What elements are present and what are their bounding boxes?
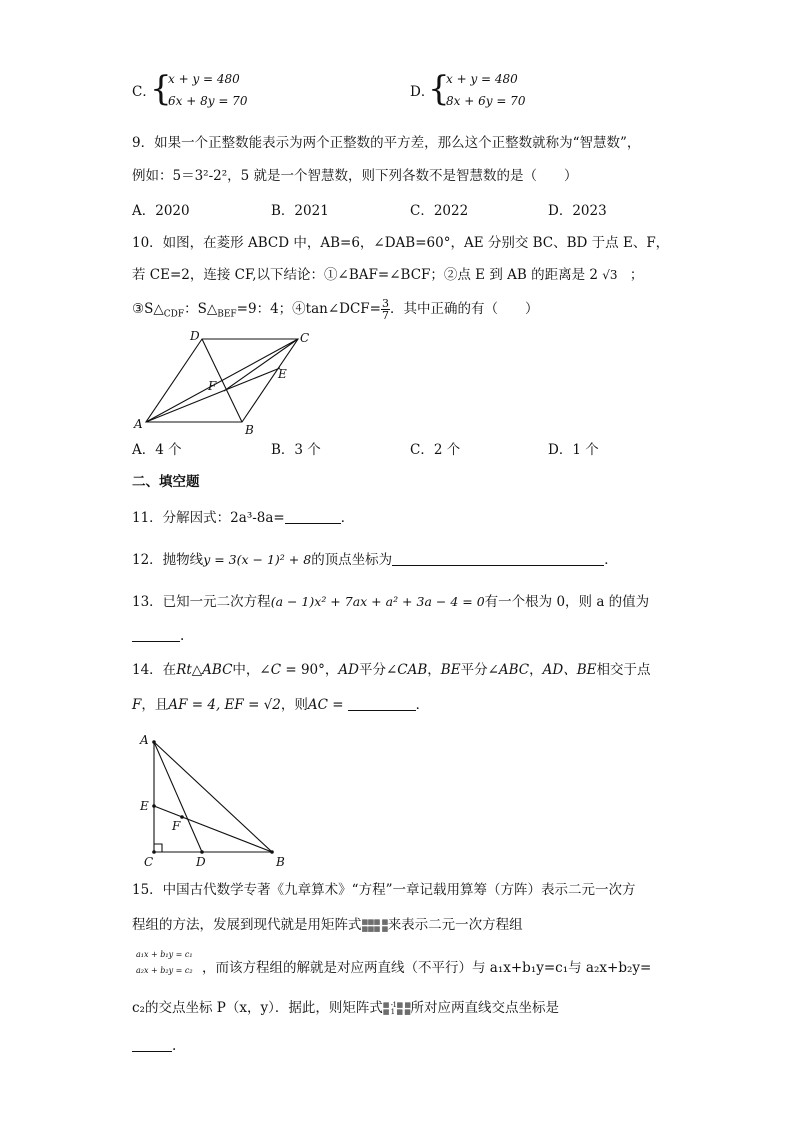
q13-equation: (a − 1)x² + 7ax + a² + 3a − 4 = 0 [270, 594, 485, 609]
q11-end: ． [340, 510, 355, 526]
q14-u3: AF = 4, EF = √2 [168, 697, 281, 713]
q14-t4: C [270, 662, 282, 678]
q10-option-b: B．3 个 [271, 442, 321, 458]
q8-option-c-eq1: x + y = 480 [168, 72, 240, 86]
q12-text: 12．抛物线 [132, 552, 204, 568]
q14-t11: 平分∠ [460, 662, 499, 678]
q14-t13: ， [529, 662, 543, 678]
q15-system-eq1: a₁x + b₁y = c₁ [136, 950, 193, 959]
q10-frac-num: 3 [381, 297, 389, 310]
q13-line2 [132, 626, 184, 646]
q10-ratio-s2: ：S△ [184, 301, 218, 317]
q10-frac-den: 7 [381, 309, 389, 322]
q14-u4: ，则 [280, 697, 308, 713]
q9-line1: 9．如果一个正整数能表示为两个正整数的平方差，那么这个正整数就称为“智慧数”， [132, 135, 641, 151]
q11-line [132, 508, 354, 528]
q8-option-d-eq1: x + y = 480 [446, 72, 518, 86]
q15-line4-text2: 所对应两直线交点坐标是 [410, 1000, 559, 1016]
q14-t14: AD、BE [542, 662, 597, 678]
q14-t5: = 90°， [281, 662, 339, 678]
q15-line5 [132, 1036, 176, 1056]
q14-t8: CAB [397, 662, 428, 678]
q10-option-d: D．1 个 [548, 442, 599, 458]
q15-line1: 15．中国古代数学专著《九章算术》“方程”一章记载用算筹（方阵）表示二元一次方 [132, 882, 636, 898]
q15-line2-text: 程组的方法，发展到现代就是用矩阵式 [132, 917, 362, 933]
q15-system-eq2: a₂x + b₂y = c₂ [136, 966, 193, 975]
q14-u2: ，且 [141, 697, 169, 713]
q14-line2 [132, 695, 429, 715]
q10-ratio-s1: ③S△ [132, 301, 164, 317]
q15-matrix-expression-image: ▦▦▦ ▦ ▦▦▦ ▦ [361, 917, 388, 933]
q10-label-d: D [190, 330, 200, 343]
q10-line2-end: ； [629, 267, 644, 283]
q12-end: ． [604, 552, 618, 568]
q14-label-d: D [196, 855, 206, 869]
q10-label-a: A [134, 417, 143, 431]
q13-text2: 有一个根为 0，则 a 的值为 [484, 594, 650, 610]
q12-parabola-expr: y = 3(x − 1)² + 8 [203, 552, 312, 567]
q13-end: . [180, 628, 185, 644]
q15-line4-text: c₂的交点坐标 P（x，y）．据此，则矩阵式 [132, 1000, 383, 1016]
q14-t1: 14．在 [132, 662, 177, 678]
q14-t12: ABC [498, 662, 530, 678]
q9-option-b: B．2021 [271, 203, 329, 219]
q10-label-b: B [245, 423, 254, 437]
section-title-fill-in: 二、填空题 [132, 474, 200, 490]
q15-line2-text2: 来表示二元一次方程组 [387, 917, 523, 933]
q14-t7: 平分∠ [358, 662, 398, 678]
q12-line [132, 550, 618, 570]
q10-line1: 10．如图，在菱形 ABCD 中，AB=6，∠DAB=60°，AE 分别交 BC、BD 于点 E、F， [132, 235, 670, 251]
q10-fraction [381, 298, 390, 321]
q14-t2: Rt△ABC [176, 662, 233, 678]
q9-line2: 例如：5＝3²-2²，5 就是一个智慧数，则下列各数不是智慧数的是（ ） [132, 168, 578, 184]
q10-line2 [132, 265, 643, 285]
q10-ratio-sub2: BEF [217, 309, 237, 320]
q15-matrix-example-image: ▦ -1▦ ▦ ▦ 1 ▦ ▦ [382, 1000, 411, 1016]
q8-option-d-brace: { [428, 69, 450, 109]
q9-option-a: A．2020 [132, 203, 190, 219]
q14-label-f: F [172, 819, 181, 833]
q14-answer-blank[interactable] [348, 696, 416, 711]
q8-option-c-label: C． [132, 84, 156, 100]
q14-t10: BE [440, 662, 461, 678]
q10-ratio-sub1: CDF [163, 309, 185, 320]
q8-option-c-brace: { [150, 69, 172, 109]
q8-option-d-label: D． [410, 84, 435, 100]
q15-answer-blank[interactable] [132, 1037, 172, 1052]
q8-option-d-eq2: 8x + 6y = 70 [446, 94, 526, 108]
q8-option-c-eq2: 6x + 8y = 70 [168, 94, 248, 108]
q13-answer-blank[interactable] [132, 627, 180, 642]
q14-triangle-figure [136, 730, 296, 870]
q15-line3: ，而该方程组的解就是对应两直线（不平行）与 a₁x+b₁y=c₁与 a₂x+b₂y= [202, 960, 652, 976]
q12-text2: 的顶点坐标为 [311, 552, 393, 568]
q10-tan-text: =9：4；④tan∠DCF= [236, 301, 381, 317]
q13-text: 13．已知一元二次方程 [132, 594, 271, 610]
q10-option-c: C．2 个 [410, 442, 461, 458]
q14-label-c: C [144, 855, 154, 869]
q10-label-e: E [278, 367, 287, 381]
q14-u5: AC = [307, 697, 344, 713]
q14-u1: F [132, 697, 142, 713]
q10-rhombus-figure [130, 330, 320, 440]
q10-label-f: F [208, 379, 217, 393]
q14-line1 [132, 660, 651, 680]
q11-text: 11．分解因式：2a³-8a= [132, 510, 285, 526]
q10-option-a: A．4 个 [132, 442, 182, 458]
q13-line1 [132, 592, 649, 612]
q9-option-d: D．2023 [548, 203, 607, 219]
q10-line3-end: ．其中正确的有（ ） [389, 301, 539, 317]
q14-label-b: B [276, 855, 285, 869]
q11-answer-blank[interactable] [285, 509, 341, 524]
q12-answer-blank[interactable] [392, 551, 604, 566]
q14-t6: AD [338, 662, 359, 678]
q10-line3 [132, 298, 538, 325]
q14-end: ． [415, 697, 430, 713]
q14-t9: ， [427, 662, 441, 678]
q15-end: . [172, 1038, 177, 1054]
q10-label-c: C [300, 331, 310, 345]
q9-option-c: C．2022 [410, 203, 469, 219]
q15-line4 [132, 998, 559, 1018]
q10-line2-text: 若 CE=2，连接 CF,以下结论：①∠BAF=∠BCF；②点 E 到 AB 的距离是 2 [132, 267, 598, 283]
q14-label-a: A [140, 733, 149, 747]
q14-label-e: E [140, 799, 149, 813]
q14-t3: 中，∠ [232, 662, 271, 678]
q10-sqrt3: √3 [602, 268, 618, 282]
q14-t15: 相交于点 [596, 662, 651, 678]
q15-line2 [132, 915, 523, 935]
